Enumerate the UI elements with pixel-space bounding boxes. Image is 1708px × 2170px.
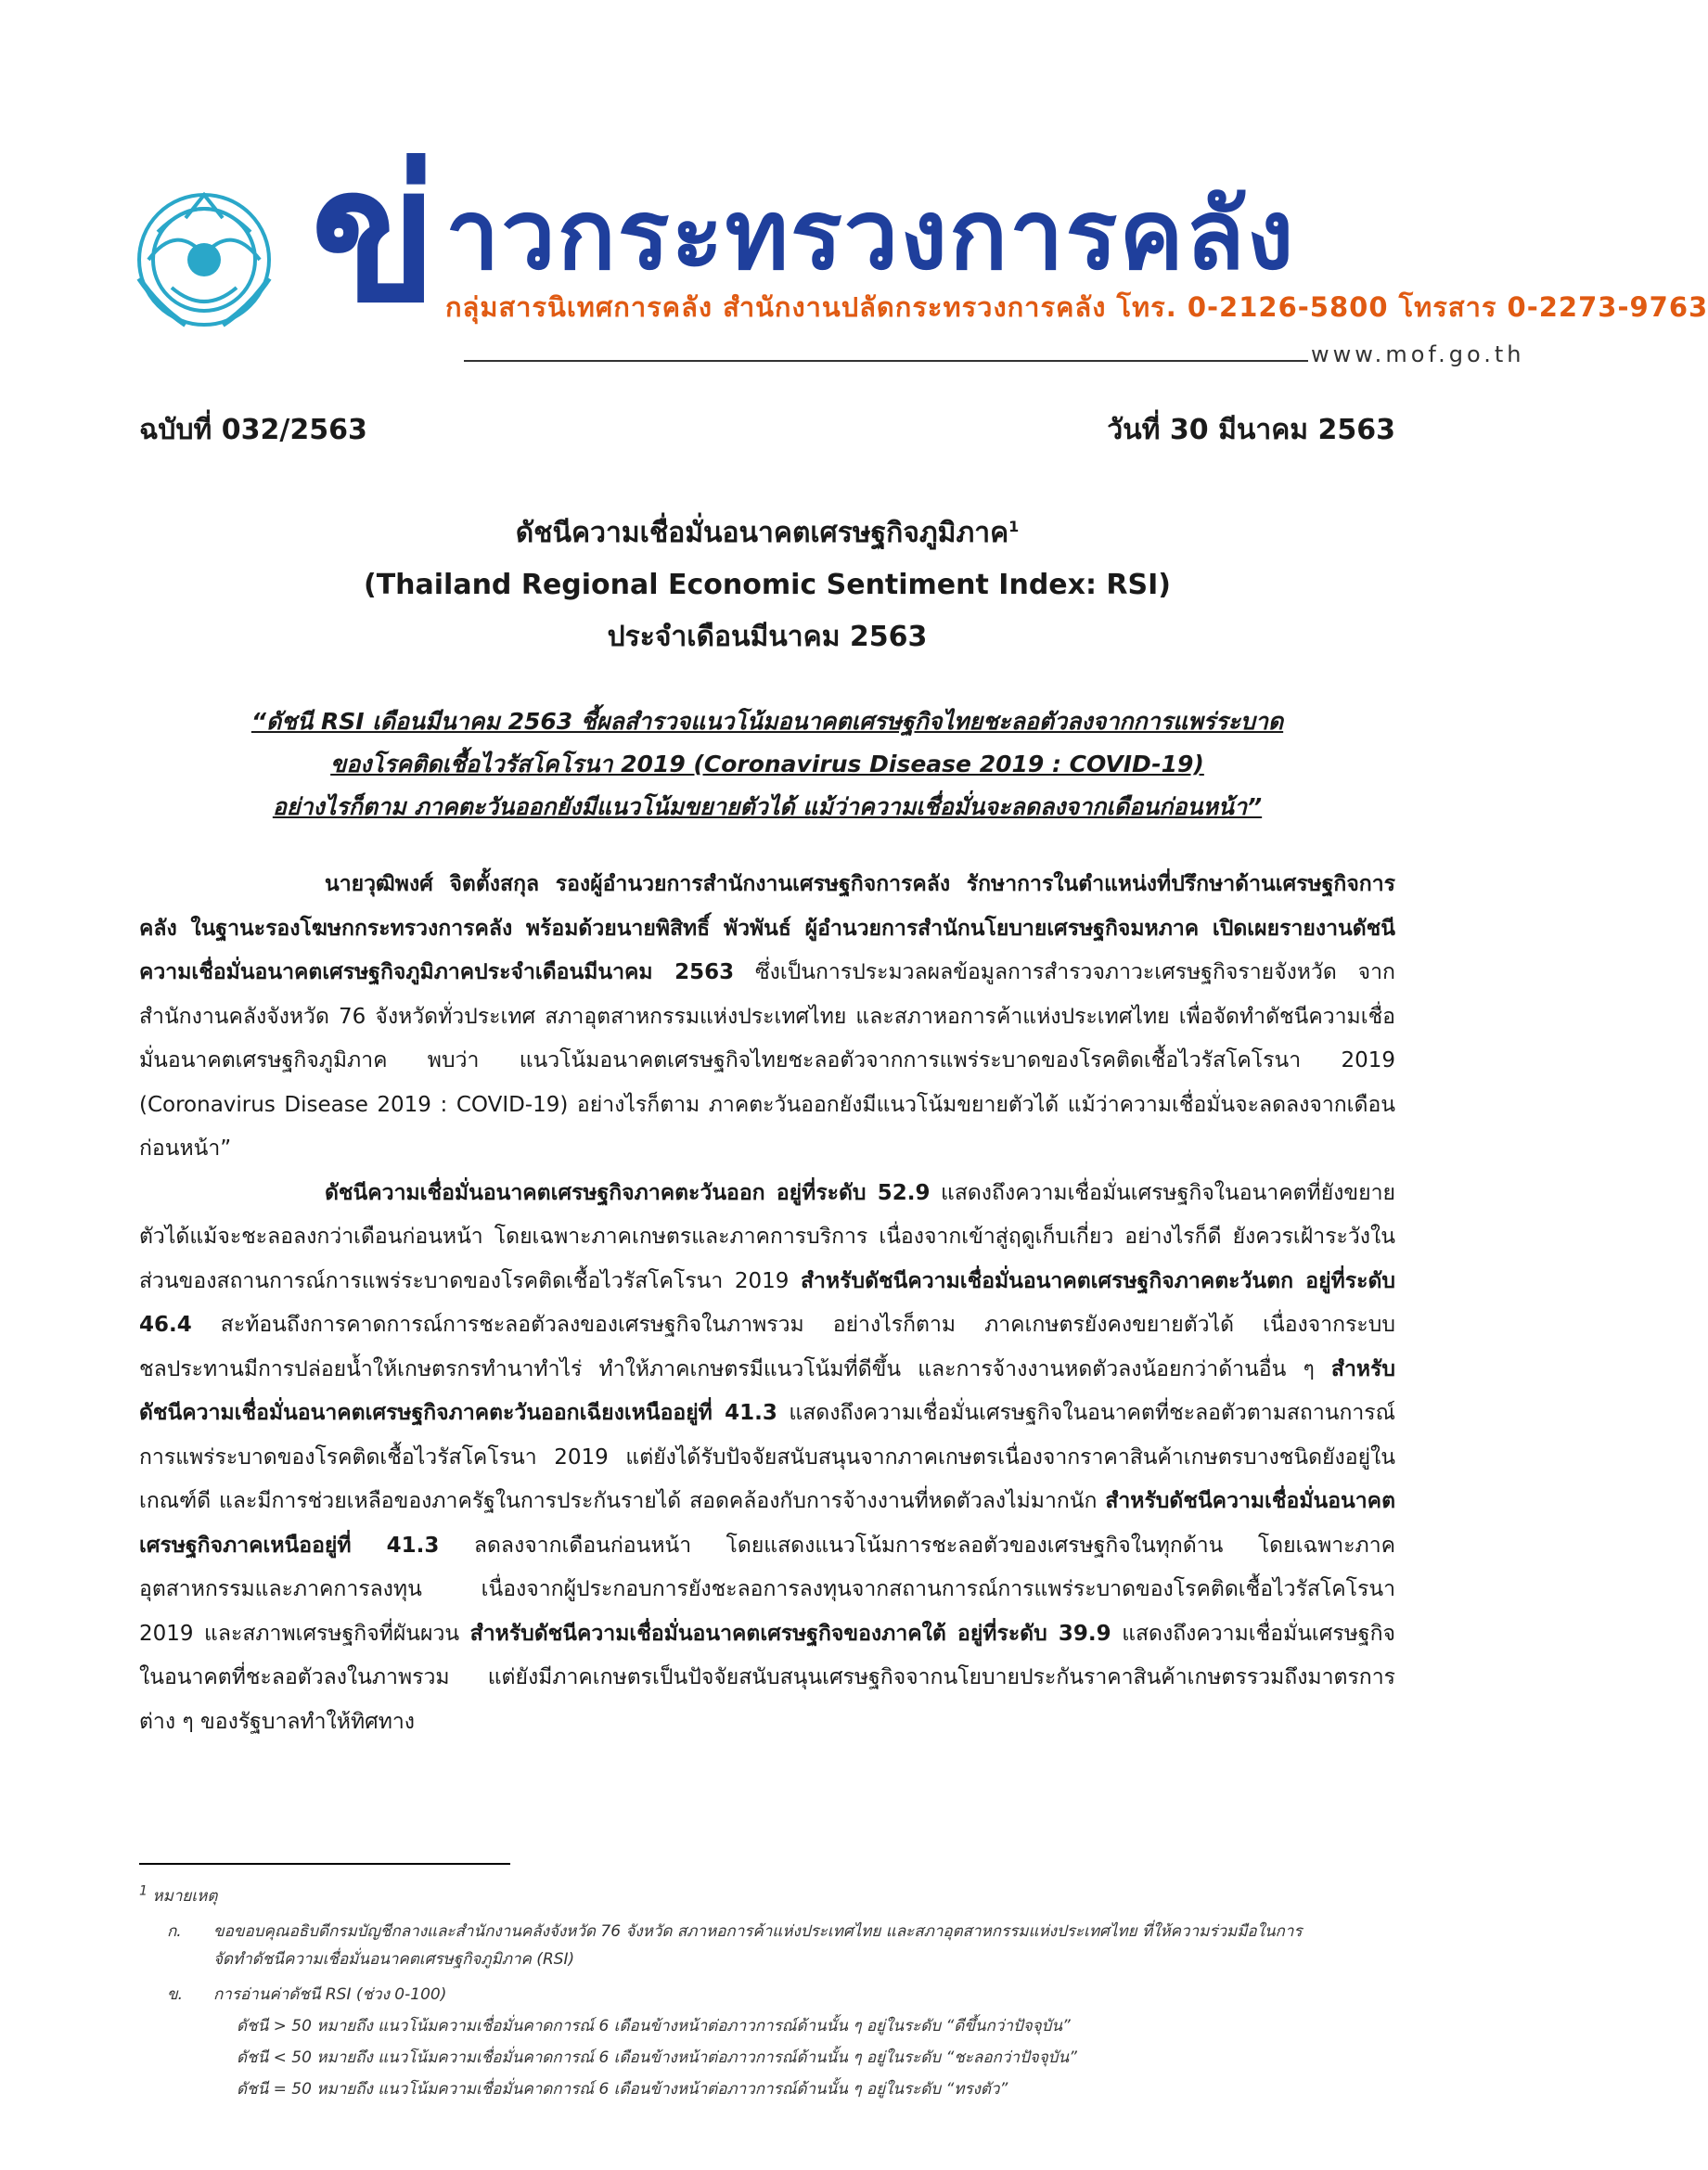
title-line-2: (Thailand Regional Economic Sentiment Index: RSI) bbox=[363, 569, 1172, 601]
footnote-b-line-1: การอ่านค่าดัชนี RSI (ช่วง 0-100) bbox=[213, 1985, 447, 2004]
footnote-divider bbox=[139, 1863, 510, 1865]
quote-line-2: ของโรคติดเชื้อไวรัสโคโรนา 2019 (Coronavirus Disease 2019 : COVID-19) bbox=[330, 751, 1204, 777]
headline-quote bbox=[139, 700, 1395, 828]
banner-logo-letter: ข่ bbox=[311, 128, 438, 344]
banner-divider bbox=[464, 360, 1308, 362]
footnote-ref: 1 bbox=[1008, 518, 1020, 535]
footnote-a-line-1: ขอขอบคุณอธิบดีกรมบัญชีกลางและสำนักงานคลังจังหวัด 76 จังหวัด สภาหอการค้าแห่งประเทศไทย และสภาอุตสาหกรรมแห่งประเทศไทย ที่ให้ความร่วมมือในการ bbox=[213, 1922, 1303, 1941]
footnote-heading: $^1$ หมายเหตุ bbox=[139, 1883, 218, 1906]
footnote-b-line-2: ดัชนี > 50 หมายถึง แนวโน้มความเชื่อมั่นคาดการณ์ 6 เดือนข้างหน้าต่อภาวการณ์ด้านนั้น ๆ อยู่ในระดับ “ดีขึ้นกว่าปัจจุบัน” bbox=[237, 2017, 1071, 2035]
quote-line-3: อย่างไรก็ตาม ภาคตะวันออกยังมีแนวโน้มขยายตัวได้ แม้ว่าความเชื่อมั่นจะลดลงจากเดือนก่อนหน้า” bbox=[272, 793, 1263, 820]
banner-subtitle: กลุ่มสารนิเทศการคลัง สำนักงานปลัดกระทรวงการคลัง โทร. 0-2126-5800 โทรสาร 0-2273-9763 bbox=[445, 291, 1708, 323]
paragraph-2: ดัชนีความเชื่อมั่นอนาคตเศรษฐกิจภาคตะวันออก อยู่ที่ระดับ 52.9 แสดงถึงความเชื่อมั่นเศรษฐกิจในอนาคตที่ยังขยายตัวได้แม้จะชะลอลงกว่าเดือนก่อนหน้า โดยเฉพาะภาคเกษตรและภาคการบริการ เนื่องจากเข้าสู่ฤดูเก็บเกี่ยว อย่างไรก็ดี ยังควรเฝ้าระวังในส่วนของสถานการณ์การแพร่ระบาดของโรคติดเชื้อไวรัสโคโรนา 2019 สำหรับดัชนีความเชื่อมั่นอนาคตเศรษฐกิจภาคตะวันตก อยู่ที่ระดับ 46.4 สะท้อนถึงการคาดการณ์การชะลอตัวลงของเศรษฐกิจในภาพรวม อย่างไรก็ตาม ภาคเกษตรยังคงขยายตัวได้ เนื่องจากระบบชลประทานมีการปล่อยน้ำให้เกษตรกรทำนาทำไร่ ทำให้ภาคเกษตรมีแนวโน้มที่ดีขึ้น และการจ้างงานหดตัวลงน้อยกว่าด้านอื่น ๆ สำหรับดัชนีความเชื่อมั่นอนาคตเศรษฐกิจภาคตะวันออกเฉียงเหนืออยู่ที่ 41.3 แสดงถึงความเชื่อมั่นเศรษฐกิจในอนาคตที่ชะลอตัวตามสถานการณ์การแพร่ระบาดของโรคติดเชื้อไวรัสโคโรนา 2019 แต่ยังได้รับปัจจัยสนับสนุนจากภาคเกษตรเนื่องจากราคาสินค้าเกษตรบางชนิดยังอยู่ในเกณฑ์ดี และมีการช่วยเหลือของภาครัฐในการประกันรายได้ สอดคล้องกับการจ้างงานที่หดตัวลงไม่มากนัก สำหรับดัชนีความเชื่อมั่นอนาคตเศรษฐกิจภาคเหนืออยู่ที่ 41.3 ลดลงจากเดือนก่อนหน้า โดยแสดงแนวโน้มการชะลอตัวของเศรษฐกิจในทุกด้าน โดยเฉพาะภาคอุตสาหกรรมและภาคการลงทุน เนื่องจากผู้ประกอบการยังชะลอการลงทุนจากสถานการณ์การแพร่ระบาดของโรคติดเชื้อไวรัสโคโรนา 2019 และสภาพเศรษฐกิจที่ผันผวน สำหรับดัชนีความเชื่อมั่นอนาคตเศรษฐกิจของภาคใต้ อยู่ที่ระดับ 39.9 แสดงถึงความเชื่อมั่นเศรษฐกิจในอนาคตที่ชะลอตัวลงในภาพรวม แต่ยังมีภาคเกษตรเป็นปัจจัยสนับสนุนเศรษฐกิจจากนโยบายประกันราคาสินค้าเกษตรรวมถึงมาตรการต่าง ๆ ของรัฐบาลทำให้ทิศทาง bbox=[139, 1180, 1396, 1734]
banner-website: www.mof.go.th bbox=[1311, 341, 1525, 367]
issue-number: ฉบับที่ 032/2563 bbox=[139, 414, 367, 446]
footnote-b-line-3: ดัชนี < 50 หมายถึง แนวโน้มความเชื่อมั่นคาดการณ์ 6 เดือนข้างหน้าต่อภาวการณ์ด้านนั้น ๆ อยู่ในระดับ “ชะลอกว่าปัจจุบัน” bbox=[237, 2048, 1077, 2067]
document-title-block bbox=[0, 501, 1535, 663]
paragraph-1: นายวุฒิพงศ์ จิตตั้งสกุล รองผู้อำนวยการสำนักงานเศรษฐกิจการคลัง รักษาการในตำแหน่งที่ปรึกษาด้านเศรษฐกิจการคลัง ในฐานะรองโฆษกกระทรวงการคลัง พร้อมด้วยนายพิสิทธิ์ พัวพันธ์ ผู้อำนวยการสำนักนโยบายเศรษฐกิจมหภาค เปิดเผยรายงานดัชนีความเชื่อมั่นอนาคตเศรษฐกิจภูมิภาคประจำเดือนมีนาคม 2563 ซึ่งเป็นการประมวลผลข้อมูลการสำรวจภาวะเศรษฐกิจรายจังหวัด จากสำนักงานคลังจังหวัด 76 จังหวัดทั่วประเทศ สภาอุตสาหกรรมแห่งประเทศไทย และสภาหอการค้าแห่งประเทศไทย เพื่อจัดทำดัชนีความเชื่อมั่นอนาคตเศรษฐกิจภูมิภาค พบว่า แนวโน้มอนาคตเศรษฐกิจไทยชะลอตัวจากการแพร่ระบาดของโรคติดเชื้อไวรัสโคโรนา 2019 (Coronavirus Disease 2019 : COVID-19) อย่างไรก็ตาม ภาคตะวันออกยังมีแนวโน้มขยายตัวได้ แม้ว่าความเชื่อมั่นจะลดลงจากเดือนก่อนหน้า” bbox=[139, 872, 1395, 1161]
footnote-a-label: ก. bbox=[167, 1922, 182, 1941]
issue-date: วันที่ 30 มีนาคม 2563 bbox=[1107, 414, 1395, 446]
footnote-b-line-4: ดัชนี = 50 หมายถึง แนวโน้มความเชื่อมั่นคาดการณ์ 6 เดือนข้างหน้าต่อภาวการณ์ด้านนั้น ๆ อยู่ในระดับ “ทรงตัว” bbox=[237, 2080, 1008, 2099]
garuda-seal-icon bbox=[121, 167, 288, 343]
footnote-b-label: ข. bbox=[167, 1985, 184, 2004]
title-line-1: ดัชนีความเชื่อมั่นอนาคตเศรษฐกิจภูมิภาค$^1$ bbox=[515, 517, 1020, 549]
quote-line-1: “ดัชนี RSI เดือนมีนาคม 2563 ชี้ผลสำรวจแนวโน้มอนาคตเศรษฐกิจไทยชะลอตัวลงจากการแพร่ระบาด bbox=[250, 708, 1284, 735]
footnote-a-line-2: จัดทำดัชนีความเชื่อมั่นอนาคตเศรษฐกิจภูมิภาค (RSI) bbox=[213, 1950, 575, 1969]
press-banner bbox=[111, 121, 1708, 380]
banner-title: าวกระทรวงการคลัง bbox=[445, 178, 1296, 291]
title-line-3: ประจำเดือนมีนาคม 2563 bbox=[607, 621, 928, 653]
press-body bbox=[139, 863, 1395, 1744]
